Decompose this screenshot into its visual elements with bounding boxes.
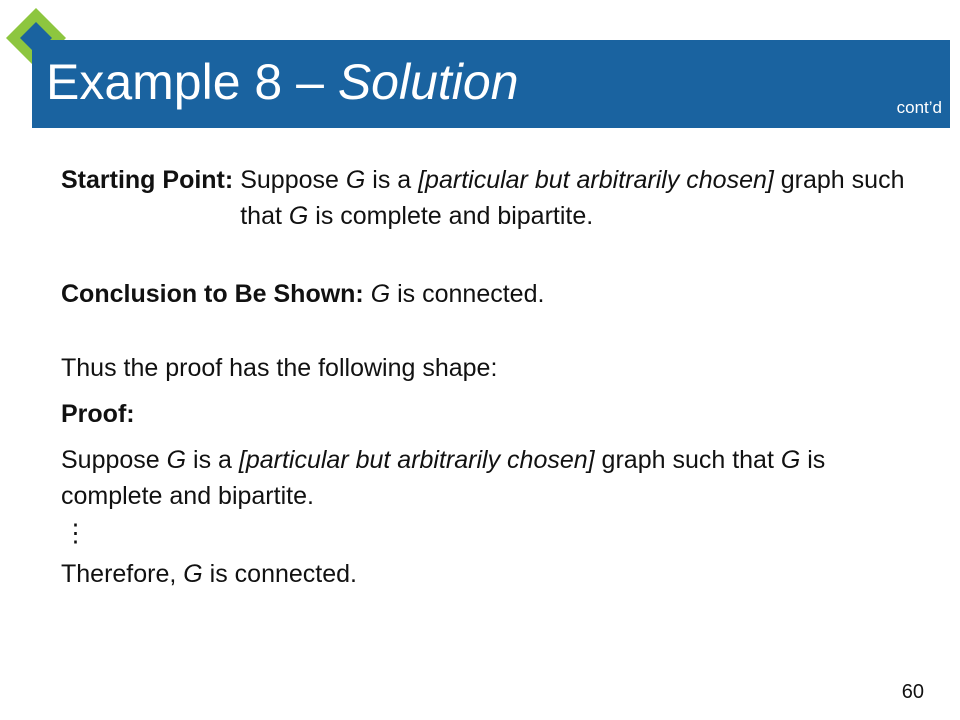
proof-body: Suppose G is a [particular but arbitrarily chosen] graph such that G is complete and bipartite.: [61, 446, 826, 510]
starting-point-text: Suppose G is a [particular but arbitrarily chosen] graph such that G is complete and bipartite.: [240, 166, 905, 230]
slide-title-italic: Solution: [337, 54, 519, 110]
title-bar: [32, 40, 950, 128]
conclusion-label: Conclusion to Be Shown:: [61, 280, 364, 308]
vertical-ellipsis: ⋮: [63, 519, 88, 547]
proof-label: Proof:: [61, 400, 135, 428]
starting-point: [61, 162, 921, 234]
shape-intro: Thus the proof has the following shape:: [61, 354, 498, 382]
conclusion: Conclusion to Be Shown: G is connected.: [61, 280, 545, 308]
slide-title-main: Example 8 –: [46, 54, 338, 110]
slide-content: [61, 162, 921, 592]
page-number: 60: [901, 681, 924, 703]
therefore-line: Therefore, G is connected.: [61, 560, 357, 588]
slide-title: [46, 52, 519, 112]
starting-point-label: Starting Point:: [61, 166, 234, 194]
contd-label: cont’d: [896, 98, 942, 117]
